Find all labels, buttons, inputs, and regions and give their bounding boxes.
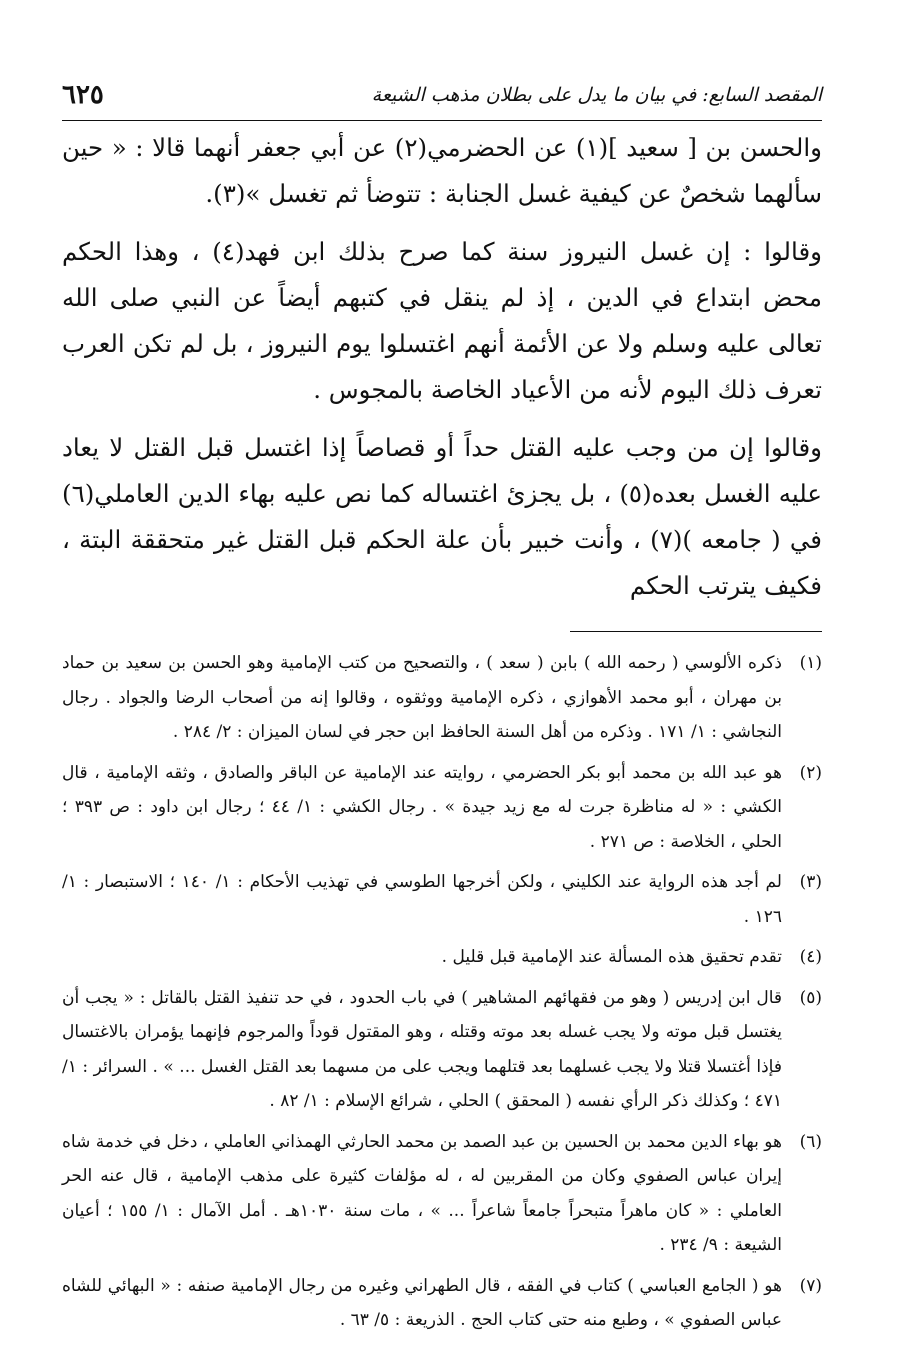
running-header [62,78,822,121]
paragraph: وقالوا : إن غسل النيروز سنة كما صرح بذلك ابن فهد(٤) ، وهذا الحكم محض ابتداع في الدين ، إذ لم ينقل في كتبهم أيضاً عن النبي صلى الله تعالى عليه وسلم ولا عن الأئمة أنهم اغتسلوا يوم النيروز ، بل لم تكن العرب تعرف ذلك اليوم لأنه من الأعياد الخاصة بالمجوس . [62,237,823,404]
paragraph: وقالوا إن من وجب عليه القتل حداً أو قصاصاً إذا اغتسل قبل القتل لا يعاد عليه الغسل بعده(٥) ، بل يجزئ اغتساله كما نص عليه بهاء الدين العاملي(٦) في ( جامعه )(٧) ، وأنت خبير بأن علة الحكم قبل القتل غير متحققة البتة ، فكيف يترتب الحكم [62,433,823,600]
running-title: المقصد السابع: في بيان ما يدل على بطلان مذهب الشيعة [371,84,822,106]
footnote [62,865,822,934]
footnote-number: (٦) [799,1131,822,1152]
paragraph: والحسن بن [ سعيد ](١) عن الحضرمي(٢) عن أبي جعفر أنهما قالا : « حين سألهما شخصٌ عن كيفية غسل الجنابة : تتوضأ ثم تغسل »(٣). [62,133,822,208]
footnote-text: لم أجد هذه الرواية عند الكليني ، ولكن أخرجها الطوسي في تهذيب الأحكام : ١/ ١٤٠ ؛ الاستبصار : ١/ ١٢٦ . [62,872,782,927]
footnote [62,940,822,975]
footnotes [62,646,822,1338]
page-number: ٦٢٥ [62,80,104,110]
main-text [62,125,822,609]
footnote-text: هو عبد الله بن محمد أبو بكر الحضرمي ، روايته عند الإمامية عن الباقر والصادق ، وثقه الإمامية ، قال الكشي : « له مناظرة جرت له مع زيد جيدة » . رجال الكشي : ١/ ٤٤ ؛ رجال ابن داود : ص ٣٩٣ ؛ الحلي ، الخلاصة : ص ٢٧١ . [62,762,782,852]
footnote-text: ذكره الألوسي ( رحمه الله ) بابن ( سعد ) ، والتصحيح من كتب الإمامية وهو الحسن بن سعيد بن حماد بن مهران ، أبو محمد الأهوازي ، ذكره الإمامية ووثقوه ، وقالوا إنه من أصحاب الرضا والجواد . رجال النجاشي : ١/ ١٧١ . وذكره من أهل السنة الحافظ ابن حجر في لسان الميزان : ٢/ ٢٨٤ . [62,653,782,742]
footnote-text: قال ابن إدريس ( وهو من فقهائهم المشاهير ) في باب الحدود ، في حد تنفيذ القتل بالقاتل : « يجب أن يغتسل قبل موته ولا يجب غسله بعد موته وقتله ، وهو المقتول قوداً والمرجوم فإنهما يؤمران بالاغتسال فإذا أغتسلا قتلا ولا يجب غسلهما بعد قتلهما ويجب على من مسهما بعد القتل الغسل ... » . السرائر : ١/ ٤٧١ ؛ وكذلك ذكر الرأي نفسه ( المحقق ) الحلي ، شرائع الإسلام : ١/ ٨٢ . [62,987,782,1111]
footnote-text: هو بهاء الدين محمد بن الحسين بن عبد الصمد بن محمد الحارثي الهمذاني العاملي ، دخل في خدمة شاه إيران عباس الصفوي وكان من المقربين له ، له مؤلفات كثيرة على مذهب الإمامية ، قال عنه الحر العاملي : « كان ماهراً متبحراً جامعاً شاعراً ... » ، مات سنة ١٠٣٠هـ . أمل الآمال : ١/ ١٥٥ ؛ أعيان الشيعة : ٩/ ٢٣٤ . [62,1131,783,1255]
footnote [62,756,822,860]
footnote [62,1269,822,1338]
footnote-number: (٣) [799,872,822,892]
footnote-number: (٤) [799,947,822,967]
footnote-number: (٢) [799,762,822,783]
footnote-separator [570,631,822,632]
footnote [62,1125,822,1263]
footnote-text: تقدم تحقيق هذه المسألة عند الإمامية قبل قليل . [441,947,782,967]
footnote-text: هو ( الجامع العباسي ) كتاب في الفقه ، قال الطهراني وغيره من رجال الإمامية صنفه : « البهائي للشاه عباس الصفوي » ، وطبع منه حتى كتاب الحج . الذريعة : ٥/ ٦٣ . [62,1275,782,1330]
footnote-number: (٧) [799,1275,822,1296]
footnote [62,981,822,1119]
book-page [62,78,822,1344]
footnote-number: (٥) [799,987,822,1008]
footnote [62,646,822,750]
footnote-number: (١) [799,653,822,673]
